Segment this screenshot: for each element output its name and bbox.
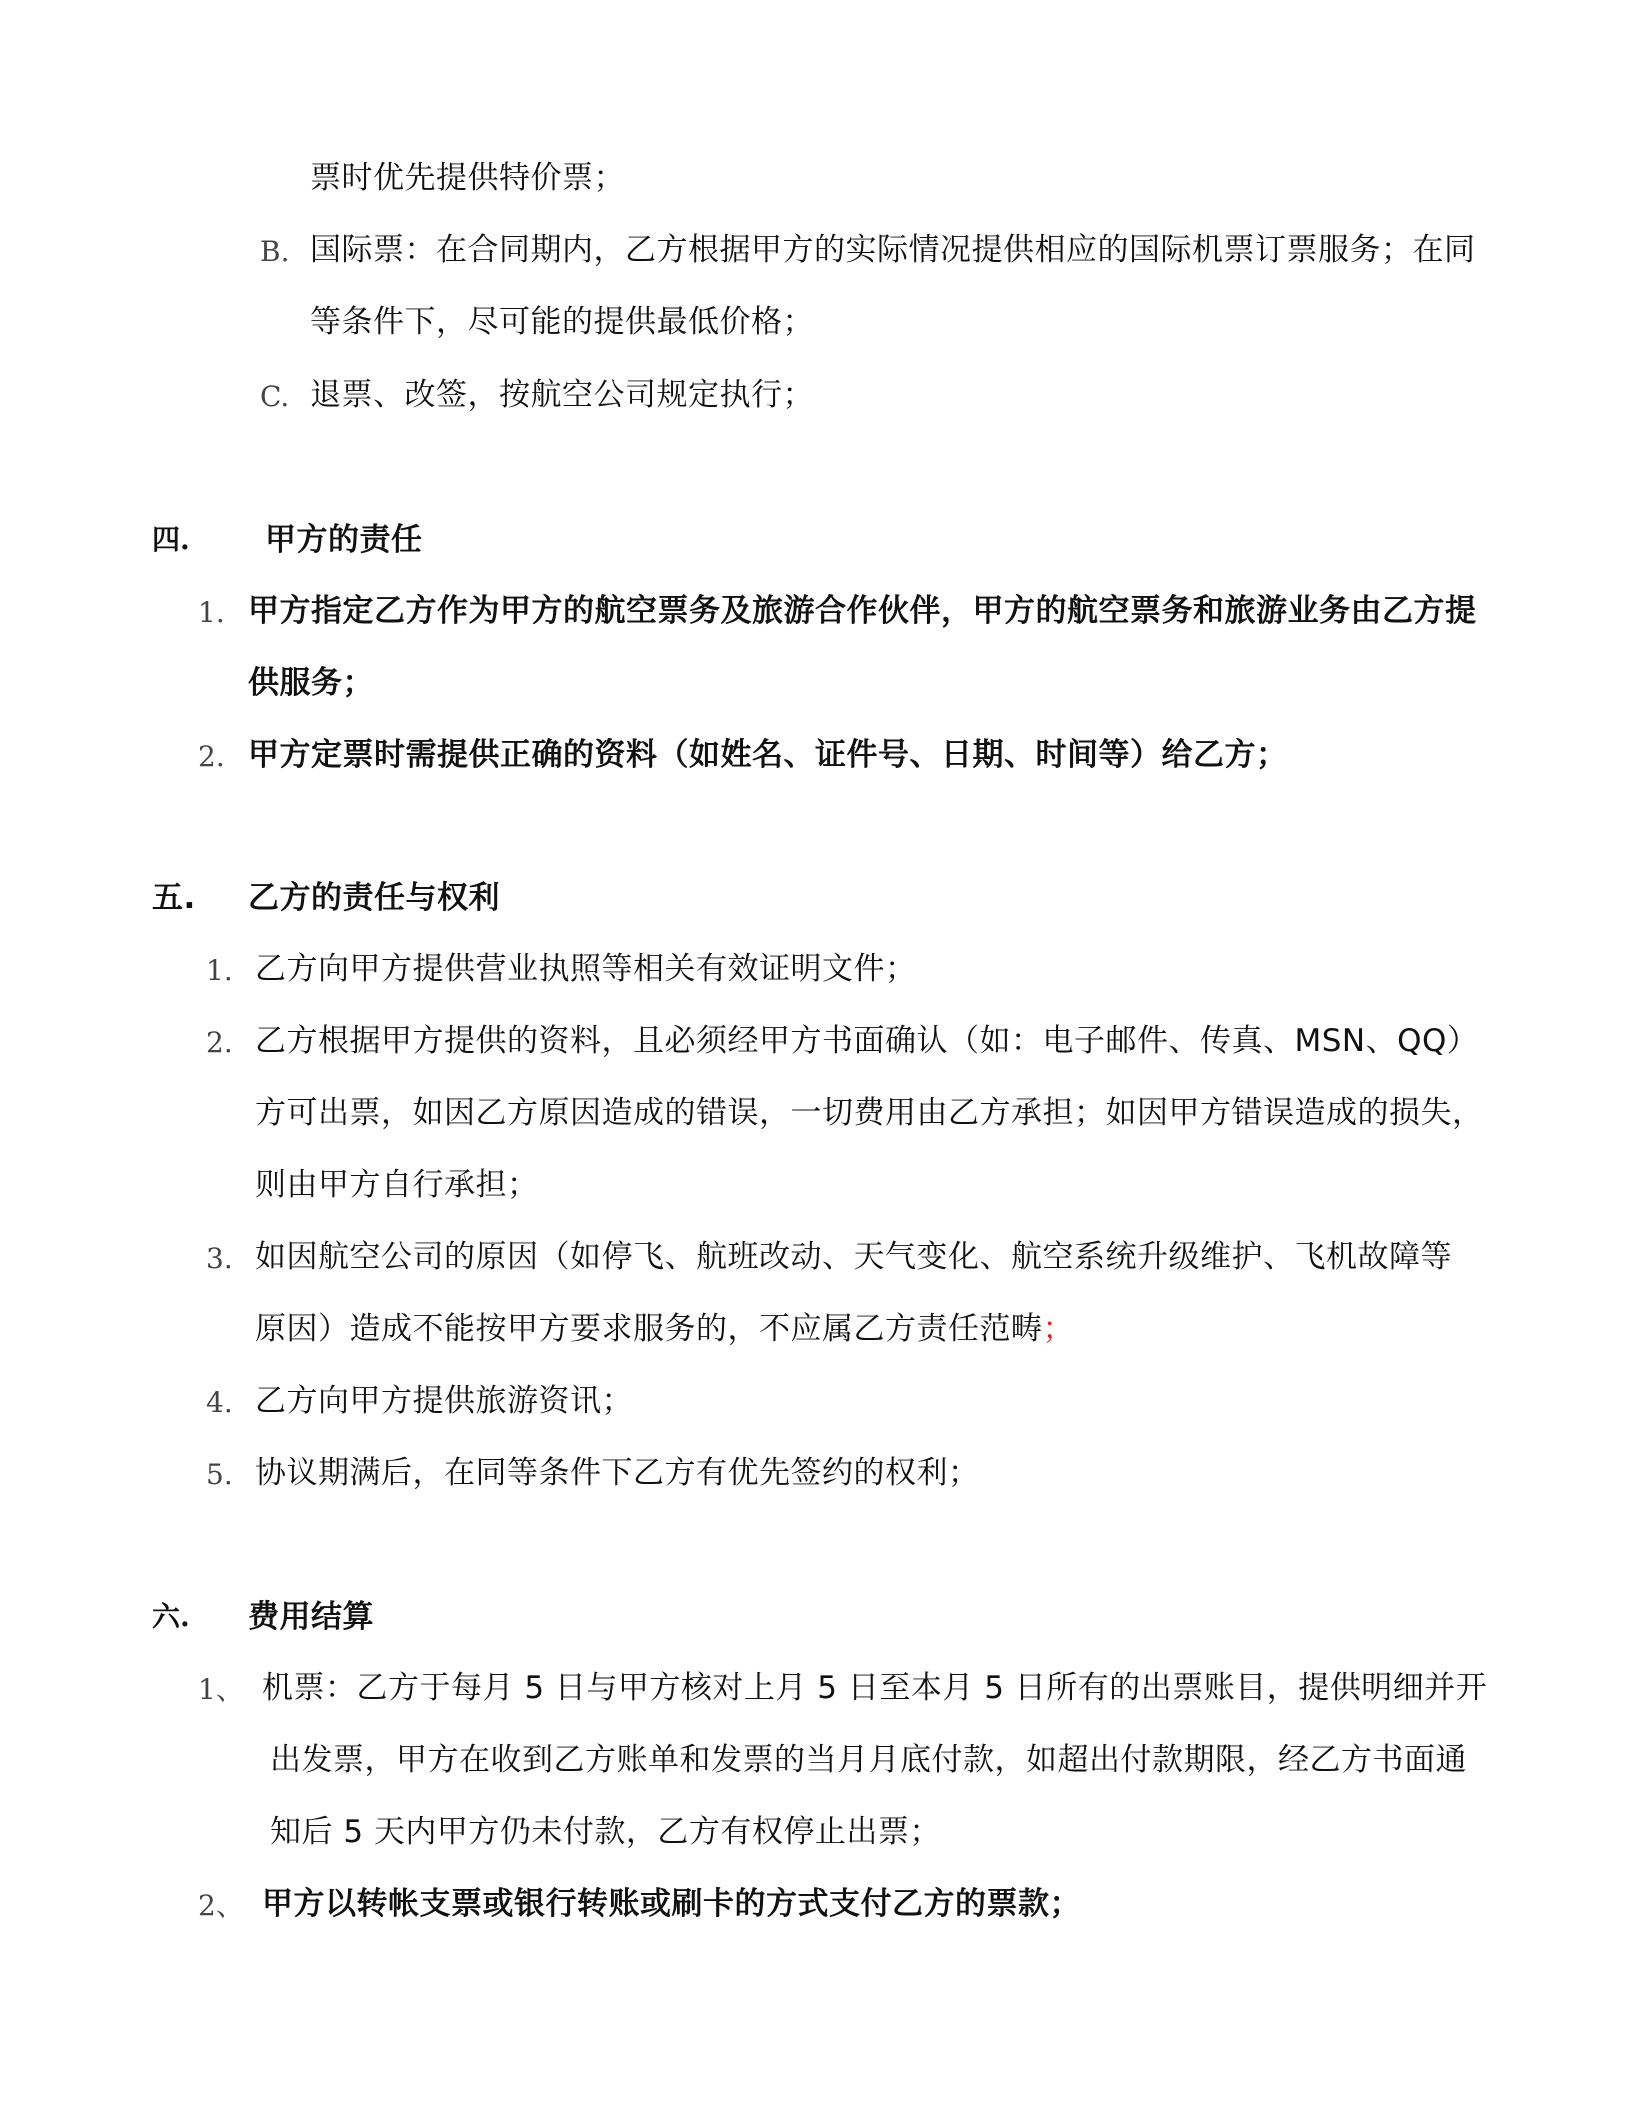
section5-item4-marker: 4. [206,1386,233,1419]
section5-item2-line-3: 则由甲方自行承担； [255,1167,539,1203]
section4-title: 甲方的责任 [265,522,423,558]
section5-item2-line-2: 方可出票，如因乙方原因造成的错误，一切费用由乙方承担；如因甲方错误造成的损失， [255,1095,1484,1131]
section5-item5-line-1: 协议期满后，在同等条件下乙方有优先签约的权利； [255,1455,980,1491]
section4-item1-line-1: 甲方指定乙方作为甲方的航空票务及旅游合作伙伴，甲方的航空票务和旅游业务由乙方提 [248,593,1477,629]
section6-item1-line-1: 机票：乙方于每月 5 日与甲方核对上月 5 日至本月 5 日所有的出票账目，提供明细并开 [262,1670,1488,1706]
section5-item3-line-1: 如因航空公司的原因（如停飞、航班改动、天气变化、航空系统升级维护、飞机故障等 [255,1239,1452,1275]
section6-number: 六. [152,1600,190,1633]
section6-item2-line-1: 甲方以转帐支票或银行转账或刷卡的方式支付乙方的票款； [262,1886,1081,1922]
section5-item3-marker: 3. [206,1242,233,1275]
section5-item1-marker: 1. [206,954,233,987]
section5-item3-red-semicolon: ； [1042,1311,1074,1347]
section5-number: 五. [152,880,196,916]
section6-item1-marker: 1、 [198,1673,244,1706]
section4-item1-marker: 1. [198,596,225,629]
section5-item5-marker: 5. [206,1458,233,1491]
section6-item1-line-2: 出发票，甲方在收到乙方账单和发票的当月月底付款，如超出付款期限，经乙方书面通 [270,1742,1467,1778]
section5-item2-marker: 2. [206,1026,233,1059]
item-c-marker: C. [260,380,290,413]
section4-item2-marker: 2. [198,740,225,773]
section4-item1-line-2: 供服务； [248,665,374,701]
section5-item1-line-1: 乙方向甲方提供营业执照等相关有效证明文件； [255,951,917,987]
section4-number: 四. [152,523,190,556]
section5-item4-line-1: 乙方向甲方提供旅游资讯； [255,1383,633,1419]
item-a-continuation: 票时优先提供特价票； [310,160,625,196]
section5-item3-line-2-text: 原因）造成不能按甲方要求服务的，不应属乙方责任范畴 [255,1311,1043,1347]
item-b-line-1: 国际票：在合同期内，乙方根据甲方的实际情况提供相应的国际机票订票服务；在同 [310,232,1476,268]
item-b-marker: B. [260,235,290,268]
section5-item3-line-2 [255,1309,1074,1349]
section6-item1-line-3: 知后 5 天内甲方仍未付款，乙方有权停止出票； [270,1814,941,1850]
section6-item2-marker: 2、 [198,1889,244,1922]
section5-title: 乙方的责任与权利 [248,880,500,916]
section6-title: 费用结算 [248,1599,374,1635]
section5-item2-line-1: 乙方根据甲方提供的资料，且必须经甲方书面确认（如：电子邮件、传真、MSN、QQ） [255,1023,1479,1059]
section4-item2-line-1: 甲方定票时需提供正确的资料（如姓名、证件号、日期、时间等）给乙方； [248,737,1288,773]
item-b-line-2: 等条件下，尽可能的提供最低价格； [310,304,814,340]
item-c-text: 退票、改签，按航空公司规定执行； [310,377,814,413]
